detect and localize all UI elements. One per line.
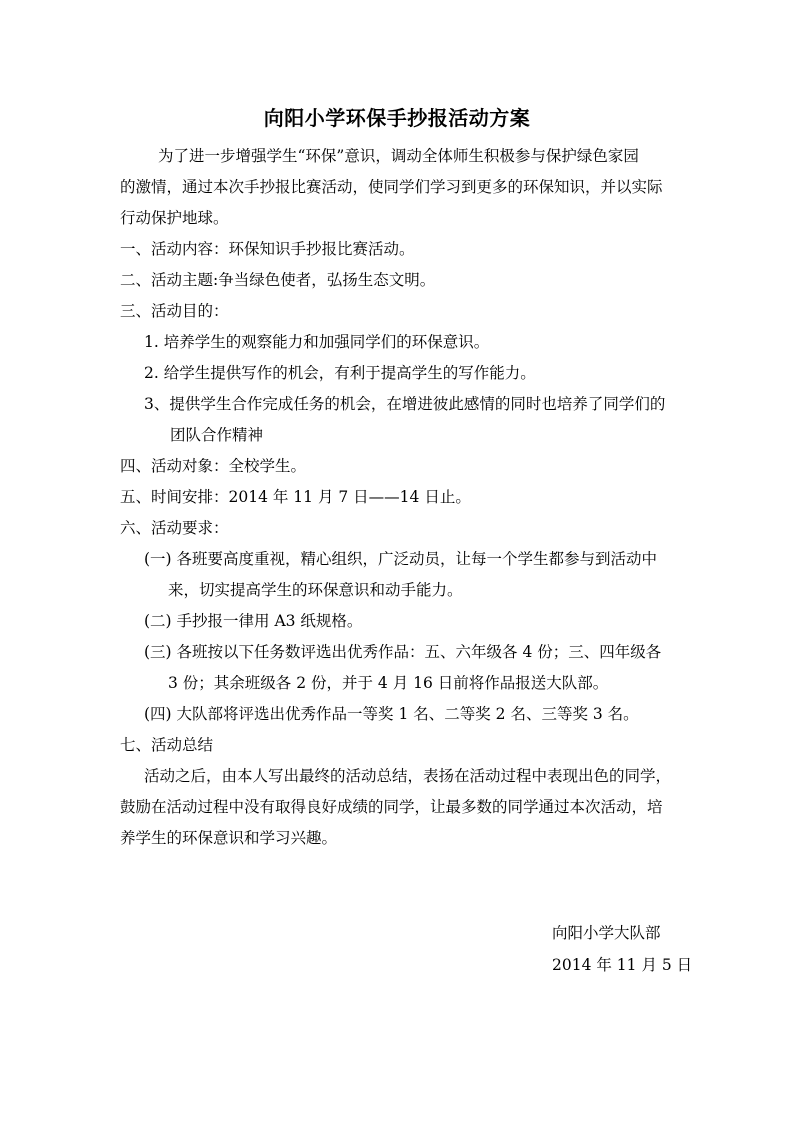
requirement-3-continued: 3 份；其余班级各 2 份，并于 4 月 16 日前将作品报送大队部。 <box>168 674 609 692</box>
section-summary-heading: 七、活动总结 <box>120 736 214 754</box>
requirement-1-continued: 来，切实提高学生的环保意识和动手能力。 <box>168 581 463 599</box>
purpose-item-2: 2. 给学生提供写作的机会，有利于提高学生的写作能力。 <box>144 364 536 382</box>
section-requirements-heading: 六、活动要求： <box>120 519 229 537</box>
page-title: 向阳小学环保手抄报活动方案 <box>263 106 531 130</box>
section-audience: 四、活动对象：全校学生。 <box>120 457 307 475</box>
signature-organization: 向阳小学大队部 <box>552 924 661 942</box>
requirement-1: (一) 各班要高度重视，精心组织，广泛动员，让每一个学生都参与到活动中 <box>144 550 658 568</box>
intro-line-3: 行动保护地球。 <box>120 209 229 227</box>
requirement-4: (四) 大队部将评选出优秀作品一等奖 1 名、二等奖 2 名、三等奖 3 名。 <box>144 705 639 723</box>
requirement-2: (二) 手抄报一律用 A3 纸规格。 <box>144 612 363 630</box>
summary-line-3: 养学生的环保意识和学习兴趣。 <box>120 829 338 847</box>
purpose-item-3-continued: 团队合作精神 <box>170 426 264 444</box>
intro-line-2: 的激情，通过本次手抄报比赛活动，使同学们学习到更多的环保知识，并以实际 <box>120 178 663 196</box>
section-theme: 二、活动主题:争当绿色使者，弘扬生态文明。 <box>120 271 436 289</box>
purpose-item-1: 1. 培养学生的观察能力和加强同学们的环保意识。 <box>144 333 490 351</box>
summary-line-1: 活动之后，由本人写出最终的活动总结，表扬在活动过程中表现出色的同学， <box>144 767 672 785</box>
purpose-item-3: 3、提供学生合作完成任务的机会，在增进彼此感情的同时也培养了同学们的 <box>144 395 666 413</box>
summary-line-2: 鼓励在活动过程中没有取得良好成绩的同学，让最多数的同学通过本次活动，培 <box>120 798 663 816</box>
intro-line-1: 为了进一步增强学生“环保”意识，调动全体师生积极参与保护绿色家园 <box>158 147 639 165</box>
section-purpose-heading: 三、活动目的： <box>120 302 229 320</box>
section-schedule: 五、时间安排：2014 年 11 月 7 日——14 日止。 <box>120 488 471 506</box>
requirement-3: (三) 各班按以下任务数评选出优秀作品：五、六年级各 4 份；三、四年级各 <box>144 643 662 661</box>
section-content: 一、活动内容：环保知识手抄报比赛活动。 <box>120 240 415 258</box>
signature-date: 2014 年 11 月 5 日 <box>552 956 693 974</box>
